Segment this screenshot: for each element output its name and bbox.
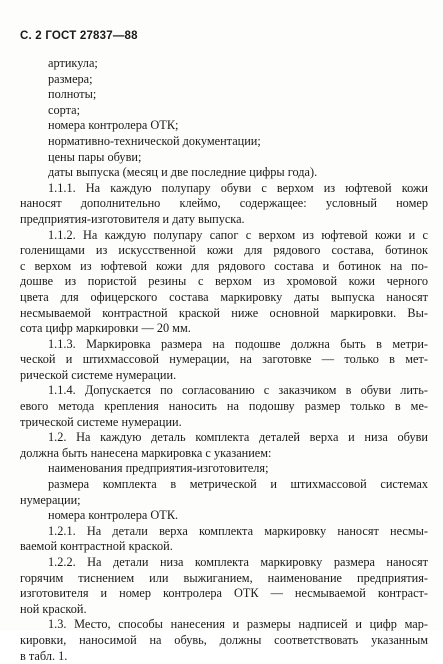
paragraph-1-1-2-line-5: цвета для офицерского состава маркировку даты выпуска наносят — [20, 289, 428, 304]
document-body — [20, 56, 428, 664]
paragraph-1-2-1-line-1: 1.2.1. На детали верха комплекта маркировку наносят несмы- — [48, 523, 428, 538]
list-item-inspector-number: номера контролера ОТК; — [48, 118, 179, 133]
paragraph-1-3-line-1: 1.3. Место, способы нанесения и размеры надписей и цифр мар- — [48, 617, 428, 632]
list-item-grade: сорта; — [48, 102, 80, 117]
paragraph-1-1-1-line-3: предприятия-изготовителя и дату выпуска. — [20, 211, 245, 226]
paragraph-1-2-2-line-1: 1.2.2. На детали низа комплекта маркировку размера наносят — [48, 555, 428, 569]
paragraph-1-2-line-2: должна быть нанесена маркировка с указанием: — [20, 445, 272, 460]
paragraph-1-1-4-line-3: трической системе нумерации. — [20, 414, 182, 429]
paragraph-1-1-3-line-2: ческой и штихмассовой нумерации, на заготовке — только в мет- — [20, 352, 428, 367]
paragraph-1-1-3-line-1: 1.1.3. Маркировка размера на подошве должна быть в метри- — [48, 336, 428, 351]
paragraph-1-1-2-line-2: голенищами из искусственной кожи для рядового состава, ботинок — [20, 243, 428, 258]
standard-designation: ГОСТ 27837—88 — [45, 30, 138, 42]
page-header — [20, 30, 138, 42]
paragraph-1-1-2-line-7: сота цифр маркировки — 20 мм. — [20, 321, 191, 336]
paragraph-1-1-1-line-1: 1.1.1. На каждую полупару обуви с верхом из юфтевой кожи — [48, 180, 428, 195]
paragraph-1-1-1-line-2: наносят дополнительно клеймо, содержащее: условный номер — [20, 196, 428, 211]
paragraph-1-1-2-line-1: 1.1.2. На каждую полупару сапог с верхом из юфтевой кожи и с — [48, 227, 428, 242]
list-item-inspector: номера контролера ОТК. — [48, 508, 179, 523]
paragraph-1-1-3-line-3: рической системе нумерации. — [20, 367, 177, 382]
list-item-manufacturer-name: наименования предприятия-изготовителя; — [48, 461, 269, 476]
paragraph-1-1-2-line-6: несмываемой контрастной краской ниже основной маркировки. Вы- — [20, 305, 428, 320]
paragraph-1-2-2-line-3: изготовителя и номер контролера ОТК — несмываемой контраст- — [20, 586, 428, 601]
list-item-normative-docs: нормативно-технической документации; — [48, 133, 261, 148]
paragraph-1-2-line-1: 1.2. На каждую деталь комплекта деталей верха и низа обуви — [48, 430, 428, 445]
list-item-release-date: даты выпуска (месяц и две последние цифры года). — [48, 165, 318, 180]
list-item-set-size-line-2: нумерации; — [20, 492, 81, 507]
page-number: С. 2 — [20, 30, 42, 42]
paragraph-1-2-2-line-4: ной краской. — [20, 601, 87, 616]
paragraph-1-3-line-2: кировки, наносимой на обувь, должны соответствовать указанным — [20, 632, 428, 647]
paragraph-1-2-1-line-2: ваемой контрастной краской. — [20, 539, 173, 554]
paragraph-1-1-2-line-4: дошве из пористой резины с верхом из хромовой кожи черного — [20, 274, 428, 289]
paragraph-1-3-line-3: в табл. 1. — [20, 648, 68, 663]
list-item-price: цены пары обуви; — [48, 149, 142, 164]
paragraph-1-1-4-line-2: евого метода крепления наносить на подошву размер только в ме- — [20, 399, 428, 414]
list-item-set-size-line-1: размера комплекта в метрической и штихмассовой системах — [48, 477, 428, 492]
list-item-article: артикула; — [48, 56, 98, 70]
paragraph-1-2-2-line-2: горячим тиснением или выжиганием, наименование предприятия- — [20, 570, 428, 585]
list-item-size: размера; — [48, 71, 93, 86]
list-item-fullness: полноты; — [48, 87, 97, 102]
paragraph-1-1-4-line-1: 1.1.4. Допускается по согласованию с заказчиком в обуви лить- — [48, 383, 428, 398]
paragraph-1-1-2-line-3: с верхом из юфтевой кожи для рядового состава и ботинок на по- — [20, 258, 428, 273]
